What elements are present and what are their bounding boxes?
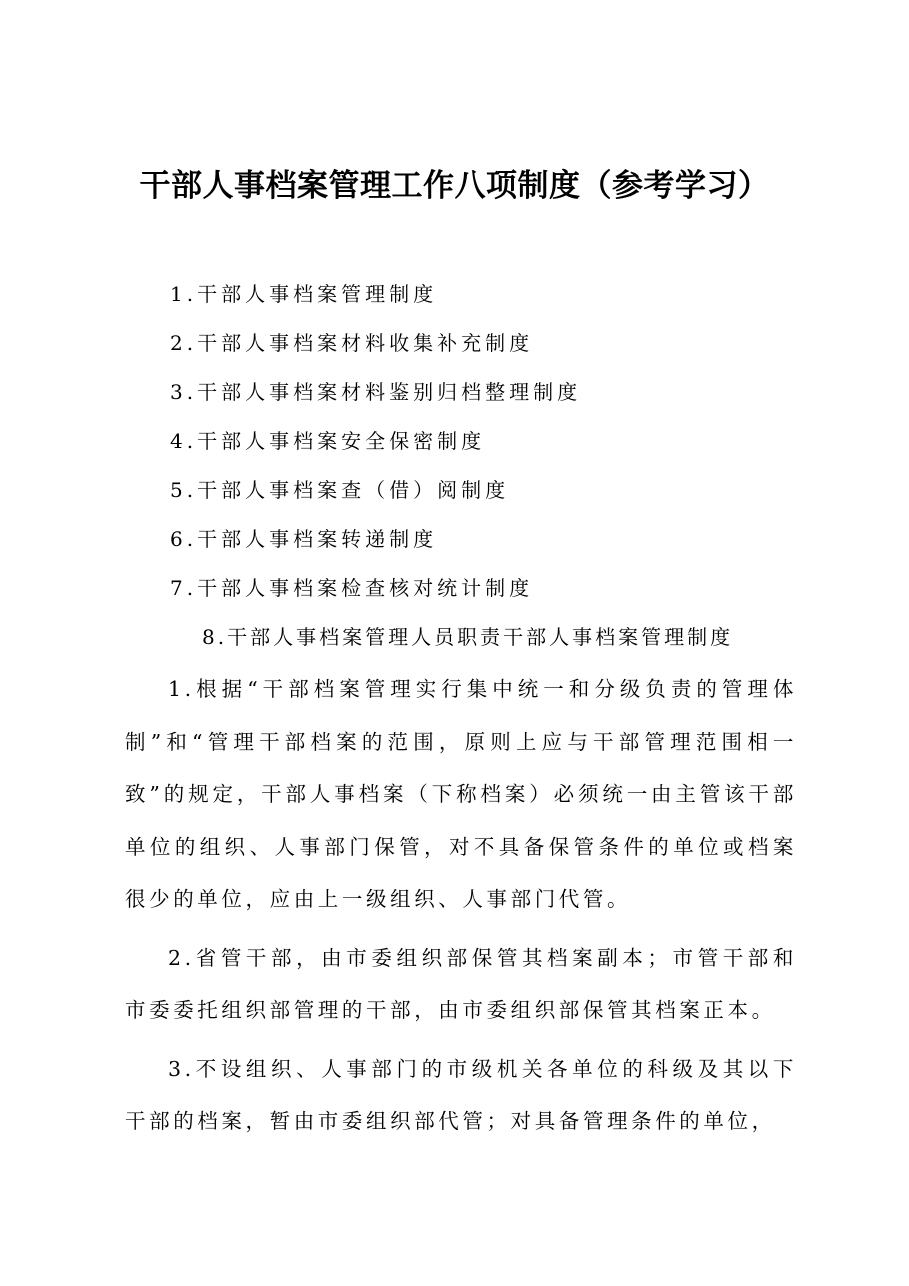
document-title: 干部人事档案管理工作八项制度（参考学习） <box>139 168 770 204</box>
contents-item: 6.干部人事档案转递制度 <box>170 527 438 551</box>
body-paragraph: 2.省管干部，由市委组织部保管其档案副本；市管干部和市委委托组织部管理的干部，由市委组织部保管其档案正本。 <box>125 945 797 1022</box>
contents-item: 3.干部人事档案材料鉴别归档整理制度 <box>170 380 582 404</box>
contents-item: 4.干部人事档案安全保密制度 <box>170 429 486 453</box>
contents-item: 1.干部人事档案管理制度 <box>170 282 438 306</box>
contents-item: 7.干部人事档案检查核对统计制度 <box>170 576 534 600</box>
document-body <box>125 663 797 1148</box>
body-paragraph: 3.不设组织、人事部门的市级机关各单位的科级及其以下干部的档案，暂由市委组织部代管；对具备管理条件的单位， <box>125 1056 797 1133</box>
body-paragraph: 1.根据“干部档案管理实行集中统一和分级负责的管理体制”和“管理干部档案的范围，原则上应与干部管理范围相一致”的规定，干部人事档案（下称档案）必须统一由主管该干部单位的组织、人事部门保管，对不具备保管条件的单位或档案很少的单位，应由上一级组织、人事部门代管。 <box>125 677 797 911</box>
contents-item: 8.干部人事档案管理人员职责干部人事档案管理制度 <box>202 625 734 649</box>
contents-item: 2.干部人事档案材料收集补充制度 <box>170 331 534 355</box>
contents-list <box>170 270 810 662</box>
contents-item: 5.干部人事档案查（借）阅制度 <box>170 478 510 502</box>
